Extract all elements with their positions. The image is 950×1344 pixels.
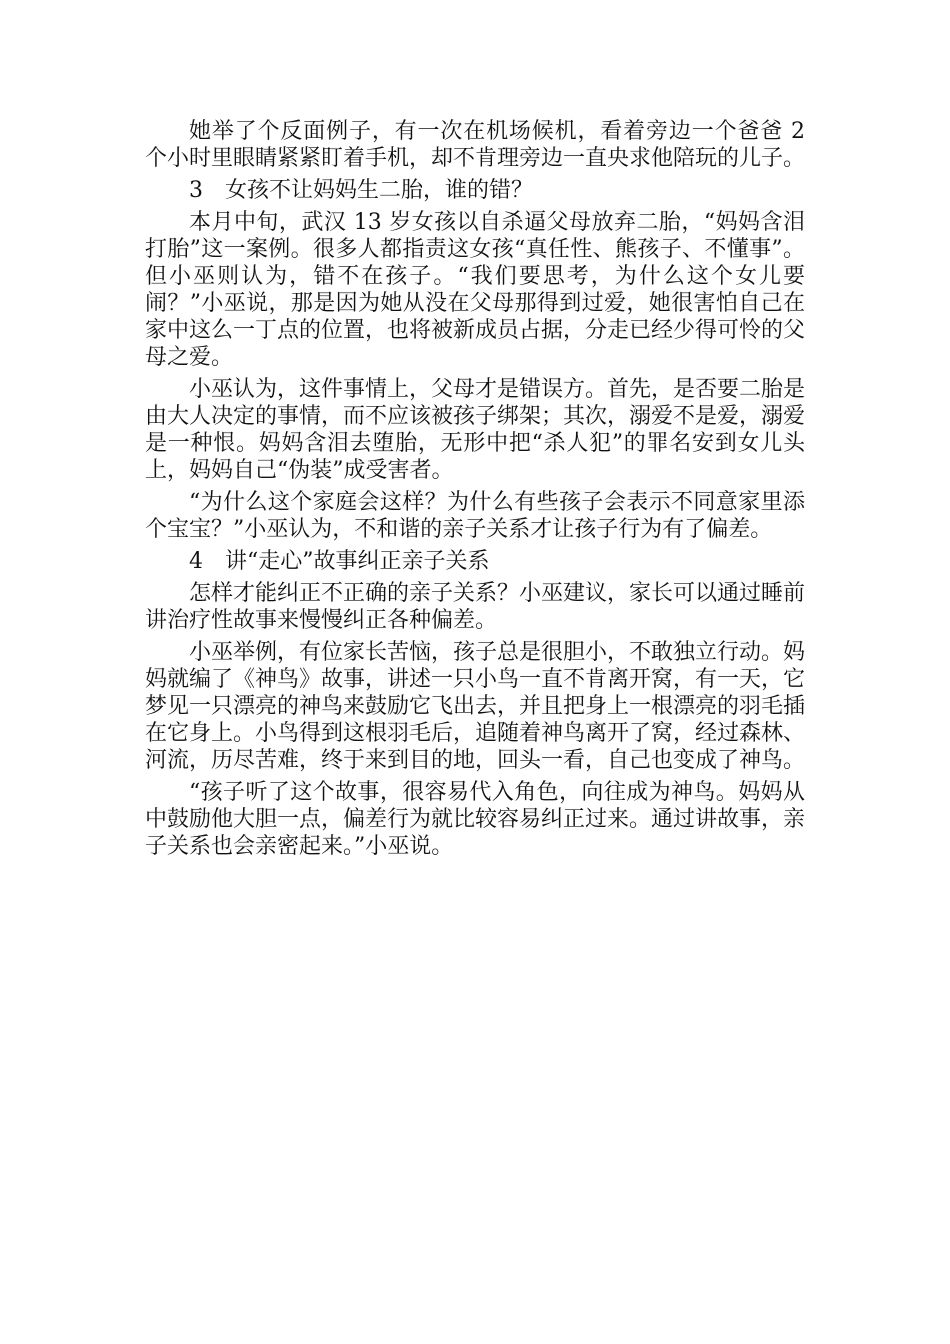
paragraph-wuhan-case: 本月中旬，武汉 13 岁女孩以自杀逼父母放弃二胎，“妈妈含泪打胎”这一案例。很多人都指责这女孩“真任性、熊孩子、不懂事”。但小巫则认为，错不在孩子。“我们要思考，为什么这个女儿要闹？”小巫说，那是因为她从没在父母那得到过爱，她很害怕自己在家中这么一丁点的位置，也将被新成员占据，分走已经少得可怜的父母之爱。	[145, 210, 806, 370]
paragraph-family-question: “为什么这个家庭会这样？为什么有些孩子会表示不同意家里添个宝宝？”小巫认为，不和谐的亲子关系才让孩子行为有了偏差。	[145, 490, 805, 542]
paragraph-airport-example: 她举了个反面例子，有一次在机场候机，看着旁边一个爸爸 2 个小时里眼睛紧紧盯着手机，却不肯理旁边一直央求他陪玩的儿子。	[145, 119, 806, 171]
paragraph-parents-fault: 小巫认为，这件事情上，父母才是错误方。首先，是否要二胎是由大人决定的事情，而不应该被孩子绑架；其次，溺爱不是爱，溺爱是一种恨。妈妈含泪去堕胎，无形中把“杀人犯”的罪名安到女儿头上，妈妈自己“伪装”成受害者。	[145, 377, 806, 483]
article-body	[145, 118, 805, 865]
paragraph-divine-bird-story: 小巫举例，有位家长苦恼，孩子总是很胆小，不敢独立行动。妈妈就编了《神鸟》故事，讲述一只小鸟一直不肯离开窝，有一天，它梦见一只漂亮的神鸟来鼓励它飞出去，并且把身上一根漂亮的羽毛插在它身上。小鸟得到这根羽毛后，追随着神鸟离开了窝，经过森林、河流，历尽苦难，终于来到目的地，回头一看，自己也变成了神鸟。	[145, 640, 806, 773]
section-heading-3: 3 女孩不让妈妈生二胎，谁的错？	[189, 178, 533, 203]
section-heading-4: 4 讲“走心”故事纠正亲子关系	[189, 549, 490, 574]
paragraph-conclusion-quote: “孩子听了这个故事，很容易代入角色，向往成为神鸟。妈妈从中鼓励他大胆一点，偏差行为就比较容易纠正过来。通过讲故事，亲子关系也会亲密起来。”小巫说。	[145, 780, 806, 859]
paragraph-storytelling-advice: 怎样才能纠正不正确的亲子关系？小巫建议，家长可以通过睡前讲治疗性故事来慢慢纠正各种偏差。	[145, 581, 806, 633]
